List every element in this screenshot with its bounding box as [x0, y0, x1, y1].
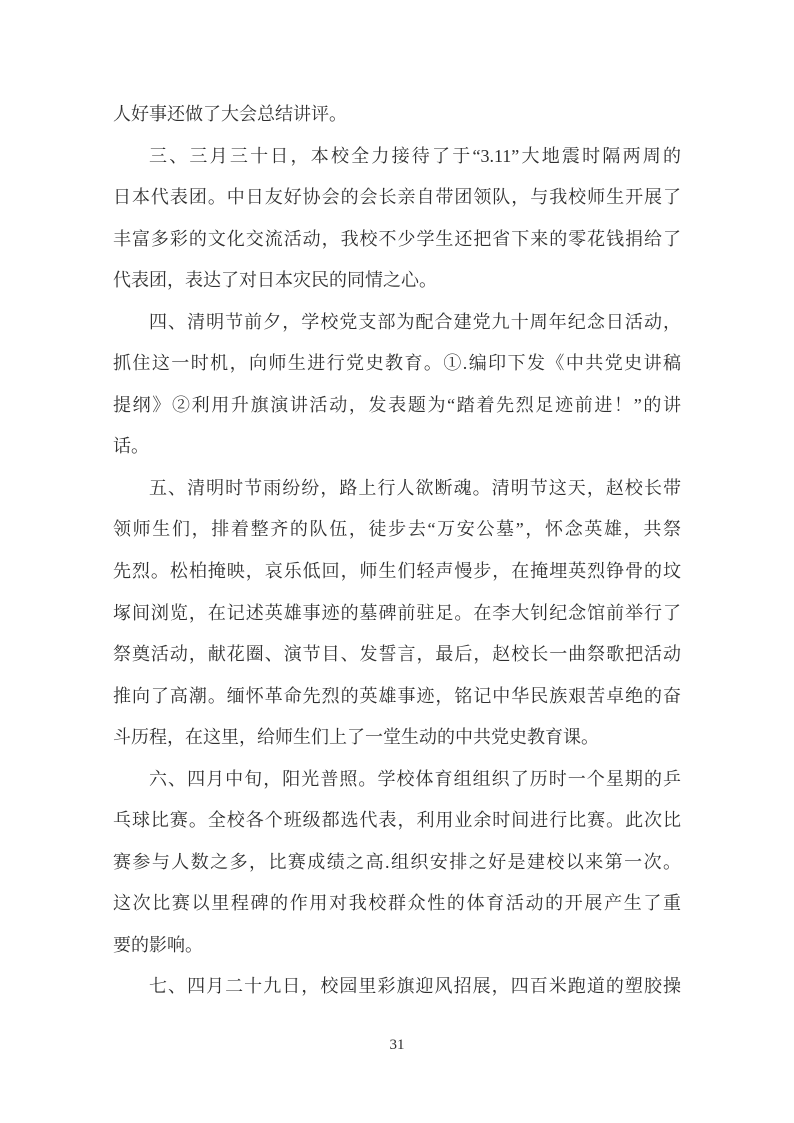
text-line: 话。: [113, 436, 149, 457]
text-line: 五、清明时节雨纷纷，路上行人欲断魂。清明节这天，赵校长带: [149, 477, 681, 498]
text-line: 这次比赛以里程碑的作用对我校群众性的体育活动的开展产生了重: [113, 893, 681, 914]
page-number: 31: [389, 1037, 405, 1053]
text-line: 四、清明节前夕，学校党支部为配合建党九十周年纪念日活动，: [149, 311, 681, 332]
text-line: 乓球比赛。全校各个班级都选代表，利用业余时间进行比赛。此次比: [113, 810, 681, 831]
text-line: 提纲》②利用升旗演讲活动，发表题为“踏着先烈足迹前进！”的讲: [113, 394, 681, 415]
text-line: 斗历程，在这里，给师生们上了一堂生动的中共党史教育课。: [113, 727, 599, 748]
text-line: 三、三月三十日，本校全力接待了于“3.11”大地震时隔两周的: [149, 145, 681, 166]
text-line: 日本代表团。中日友好协会的会长亲自带团领队，与我校师生开展了: [113, 187, 681, 208]
text-line: 七、四月二十九日，校园里彩旗迎风招展，四百米跑道的塑胶操: [149, 976, 681, 997]
text-line: 六、四月中旬，阳光普照。学校体育组组织了历时一个星期的乒: [149, 768, 681, 789]
text-line: 先烈。松柏掩映，哀乐低回，师生们轻声慢步，在掩埋英烈铮骨的坟: [113, 561, 681, 582]
text-line: 人好事还做了大会总结讲评。: [113, 104, 347, 124]
text-line: 推向了高潮。缅怀革命先烈的英雄事迹，铭记中华民族艰苦卓绝的奋: [113, 685, 681, 706]
text-line: 塚间浏览，在记述英雄事迹的墓碑前驻足。在李大钊纪念馆前举行了: [113, 602, 681, 623]
text-line: 丰富多彩的文化交流活动，我校不少学生还把省下来的零花钱捐给了: [113, 228, 681, 249]
text-line: 领师生们，排着整齐的队伍，徒步去“万安公墓”，怀念英雄，共祭: [113, 519, 681, 540]
text-line: 赛参与人数之多，比赛成绩之高.组织安排之好是建校以来第一次。: [113, 851, 681, 872]
text-line: 祭奠活动，献花圈、演节目、发誓言，最后，赵校长一曲祭歌把活动: [113, 644, 681, 665]
document-body: [113, 94, 681, 1008]
text-line: 要的影响。: [113, 934, 203, 955]
text-line: 代表团，表达了对日本灾民的同情之心。: [113, 270, 437, 291]
text-line: 抓住这一时机，向师生进行党史教育。①.编印下发《中共党史讲稿: [113, 353, 681, 374]
